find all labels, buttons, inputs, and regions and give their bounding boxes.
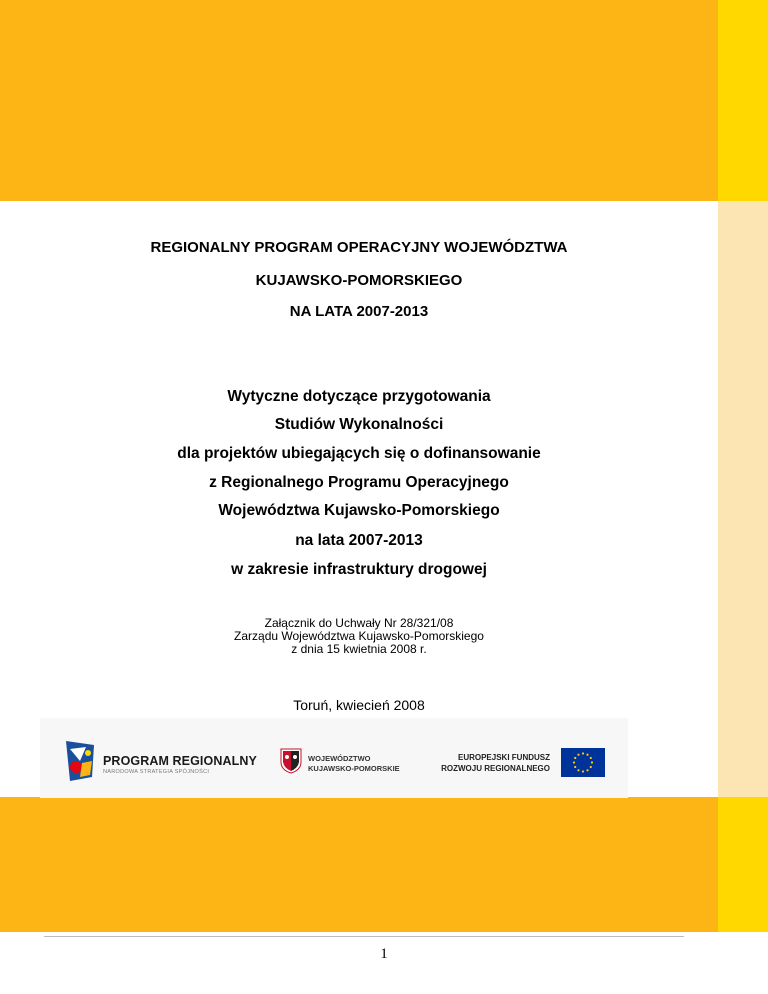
eu-flag-icon <box>561 748 605 777</box>
eu-star <box>574 766 576 768</box>
annex-line-2: Zarządu Województwa Kujawsko-Pomorskiego <box>234 629 484 643</box>
bottom-orange-band <box>0 797 718 932</box>
footer-rule <box>44 936 684 937</box>
eu-star <box>577 754 579 756</box>
eu-fund-line-2: ROZWOJU REGIONALNEGO <box>441 764 550 773</box>
coat-of-arms-icon <box>280 748 302 774</box>
annex-line-3: z dnia 15 kwietnia 2008 r. <box>291 642 427 656</box>
eu-star <box>590 766 592 768</box>
side-yellow-stripe-top <box>718 0 768 201</box>
eu-fund-line-1: EUROPEJSKI FUNDUSZ <box>457 753 550 762</box>
program-regional-subtitle: NARODOWA STRATEGIA SPÓJNOŚCI <box>103 769 210 775</box>
voivodeship-line-1: WOJEWÓDZTWO <box>308 754 371 763</box>
heading-line-1: REGIONALNY PROGRAM OPERACYJNY WOJEWÓDZTWA <box>150 239 568 256</box>
subtitle-line-5: Województwa Kujawsko-Pomorskiego <box>218 502 500 519</box>
nss-logo-icon <box>66 741 100 783</box>
subtitle-line-7: w zakresie infrastruktury drogowej <box>231 561 487 578</box>
heading-line-3: NA LATA 2007-2013 <box>289 303 429 320</box>
eu-star <box>574 757 576 759</box>
side-cream-stripe <box>718 201 768 797</box>
subtitle-line-1: Wytyczne dotyczące przygotowania <box>227 388 491 405</box>
subtitle-line-3: dla projektów ubiegających się o dofinansowanie <box>177 445 541 462</box>
eu-star <box>590 757 592 759</box>
eu-star <box>586 769 588 771</box>
eu-star <box>582 752 584 754</box>
heading-line-2: KUJAWSKO-POMORSKIEGO <box>255 272 463 289</box>
annex-line-1: Załącznik do Uchwały Nr 28/321/08 <box>264 616 454 630</box>
eu-star <box>573 761 575 763</box>
top-orange-band <box>0 0 718 201</box>
subtitle-line-2: Studiów Wykonalności <box>274 416 444 433</box>
place-date: Toruń, kwiecień 2008 <box>293 697 425 713</box>
logo-strip <box>40 718 628 798</box>
subtitle-line-6: na lata 2007-2013 <box>295 532 423 549</box>
eu-star <box>586 754 588 756</box>
subtitle-line-4: z Regionalnego Programu Operacyjnego <box>209 474 509 491</box>
voivodeship-line-2: KUJAWSKO-POMORSKIE <box>308 764 400 773</box>
page-number: 1 <box>380 946 388 962</box>
eu-star <box>591 761 593 763</box>
side-yellow-stripe-bottom <box>718 797 768 932</box>
eu-star <box>582 770 584 772</box>
eu-star <box>577 769 579 771</box>
program-regional-title: PROGRAM REGIONALNY <box>103 754 257 768</box>
